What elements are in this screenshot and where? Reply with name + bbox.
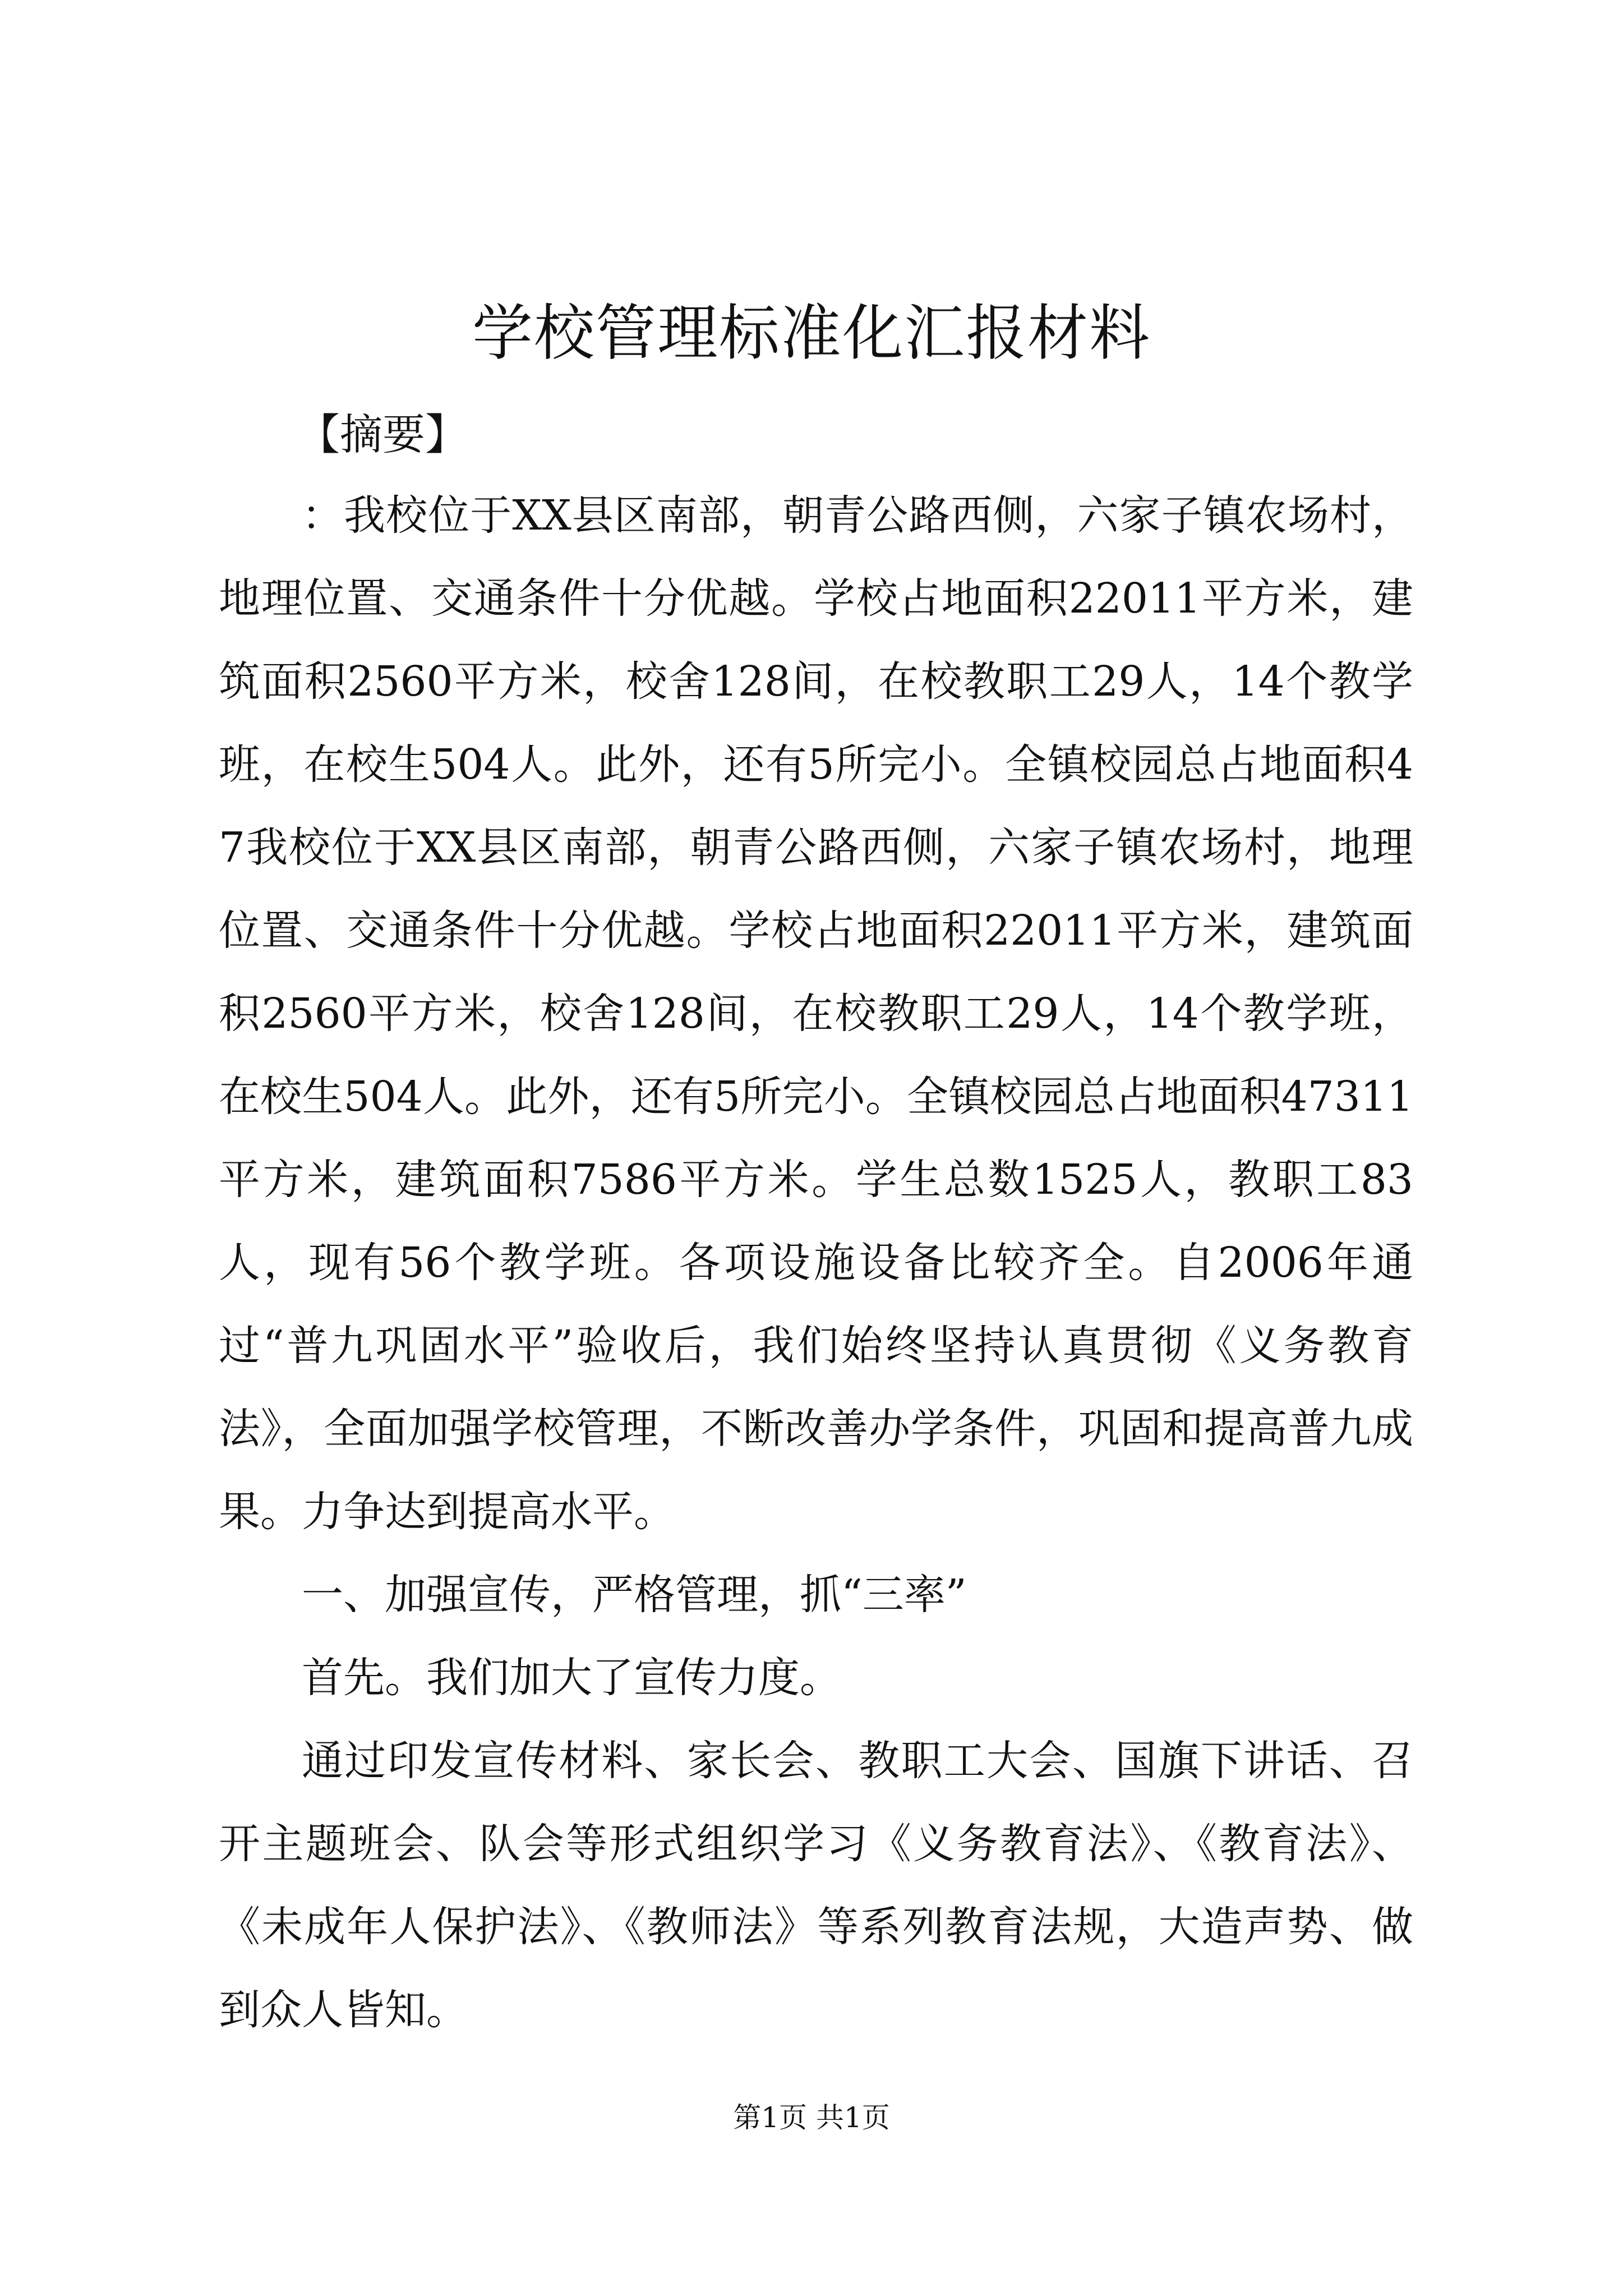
paragraph-publicity: 首先。我们加大了宣传力度。 [302, 1654, 841, 1702]
document-body [219, 474, 1413, 2051]
paragraph-intro: ：我校位于XX县区南部，朝青公路西侧，六家子镇农场村，地理位置、交通条件十分优越。学校占地面积22011平方米，建筑面积2560平方米，校舍128间，在校教职工29人，14个教学班，在校生504人。此外，还有5所完小。全镇校园总占地面积47我校位于XX县区南部，朝青公路西侧，六家子镇农场村，地理位置、交通条件十分优越。学校占地面积22011平方米，建筑面积2560平方米，校舍128间，在校教职工29人，14个教学班，在校生504人。此外，还有5所完小。全镇校园总占地面积47311平方米，建筑面积7586平方米。学生总数1525人，教职工83人，现有56个教学班。各项设施设备比较齐全。自2006年通过“普九巩固水平”验收后，我们始终坚持认真贯彻《义务教育法》，全面加强学校管理，不断改善办学条件，巩固和提高普九成果。力争达到提高水平。 [219, 491, 1413, 1536]
section-heading-1: 一、加强宣传，严格管理，抓“三率” [302, 1571, 967, 1619]
page-footer: 第1页 共1页 [733, 2101, 890, 2134]
document-title: 学校管理标准化汇报材料 [472, 298, 1151, 369]
paragraph-methods: 通过印发宣传材料、家长会、教职工大会、国旗下讲话、召开主题班会、队会等形式组织学习《义务教育法》、《教育法》、《未成年人保护法》、《教师法》等系列教育法规，大造声势、做到众人皆知。 [219, 1737, 1413, 2034]
abstract-heading: 【摘要】 [297, 409, 468, 459]
